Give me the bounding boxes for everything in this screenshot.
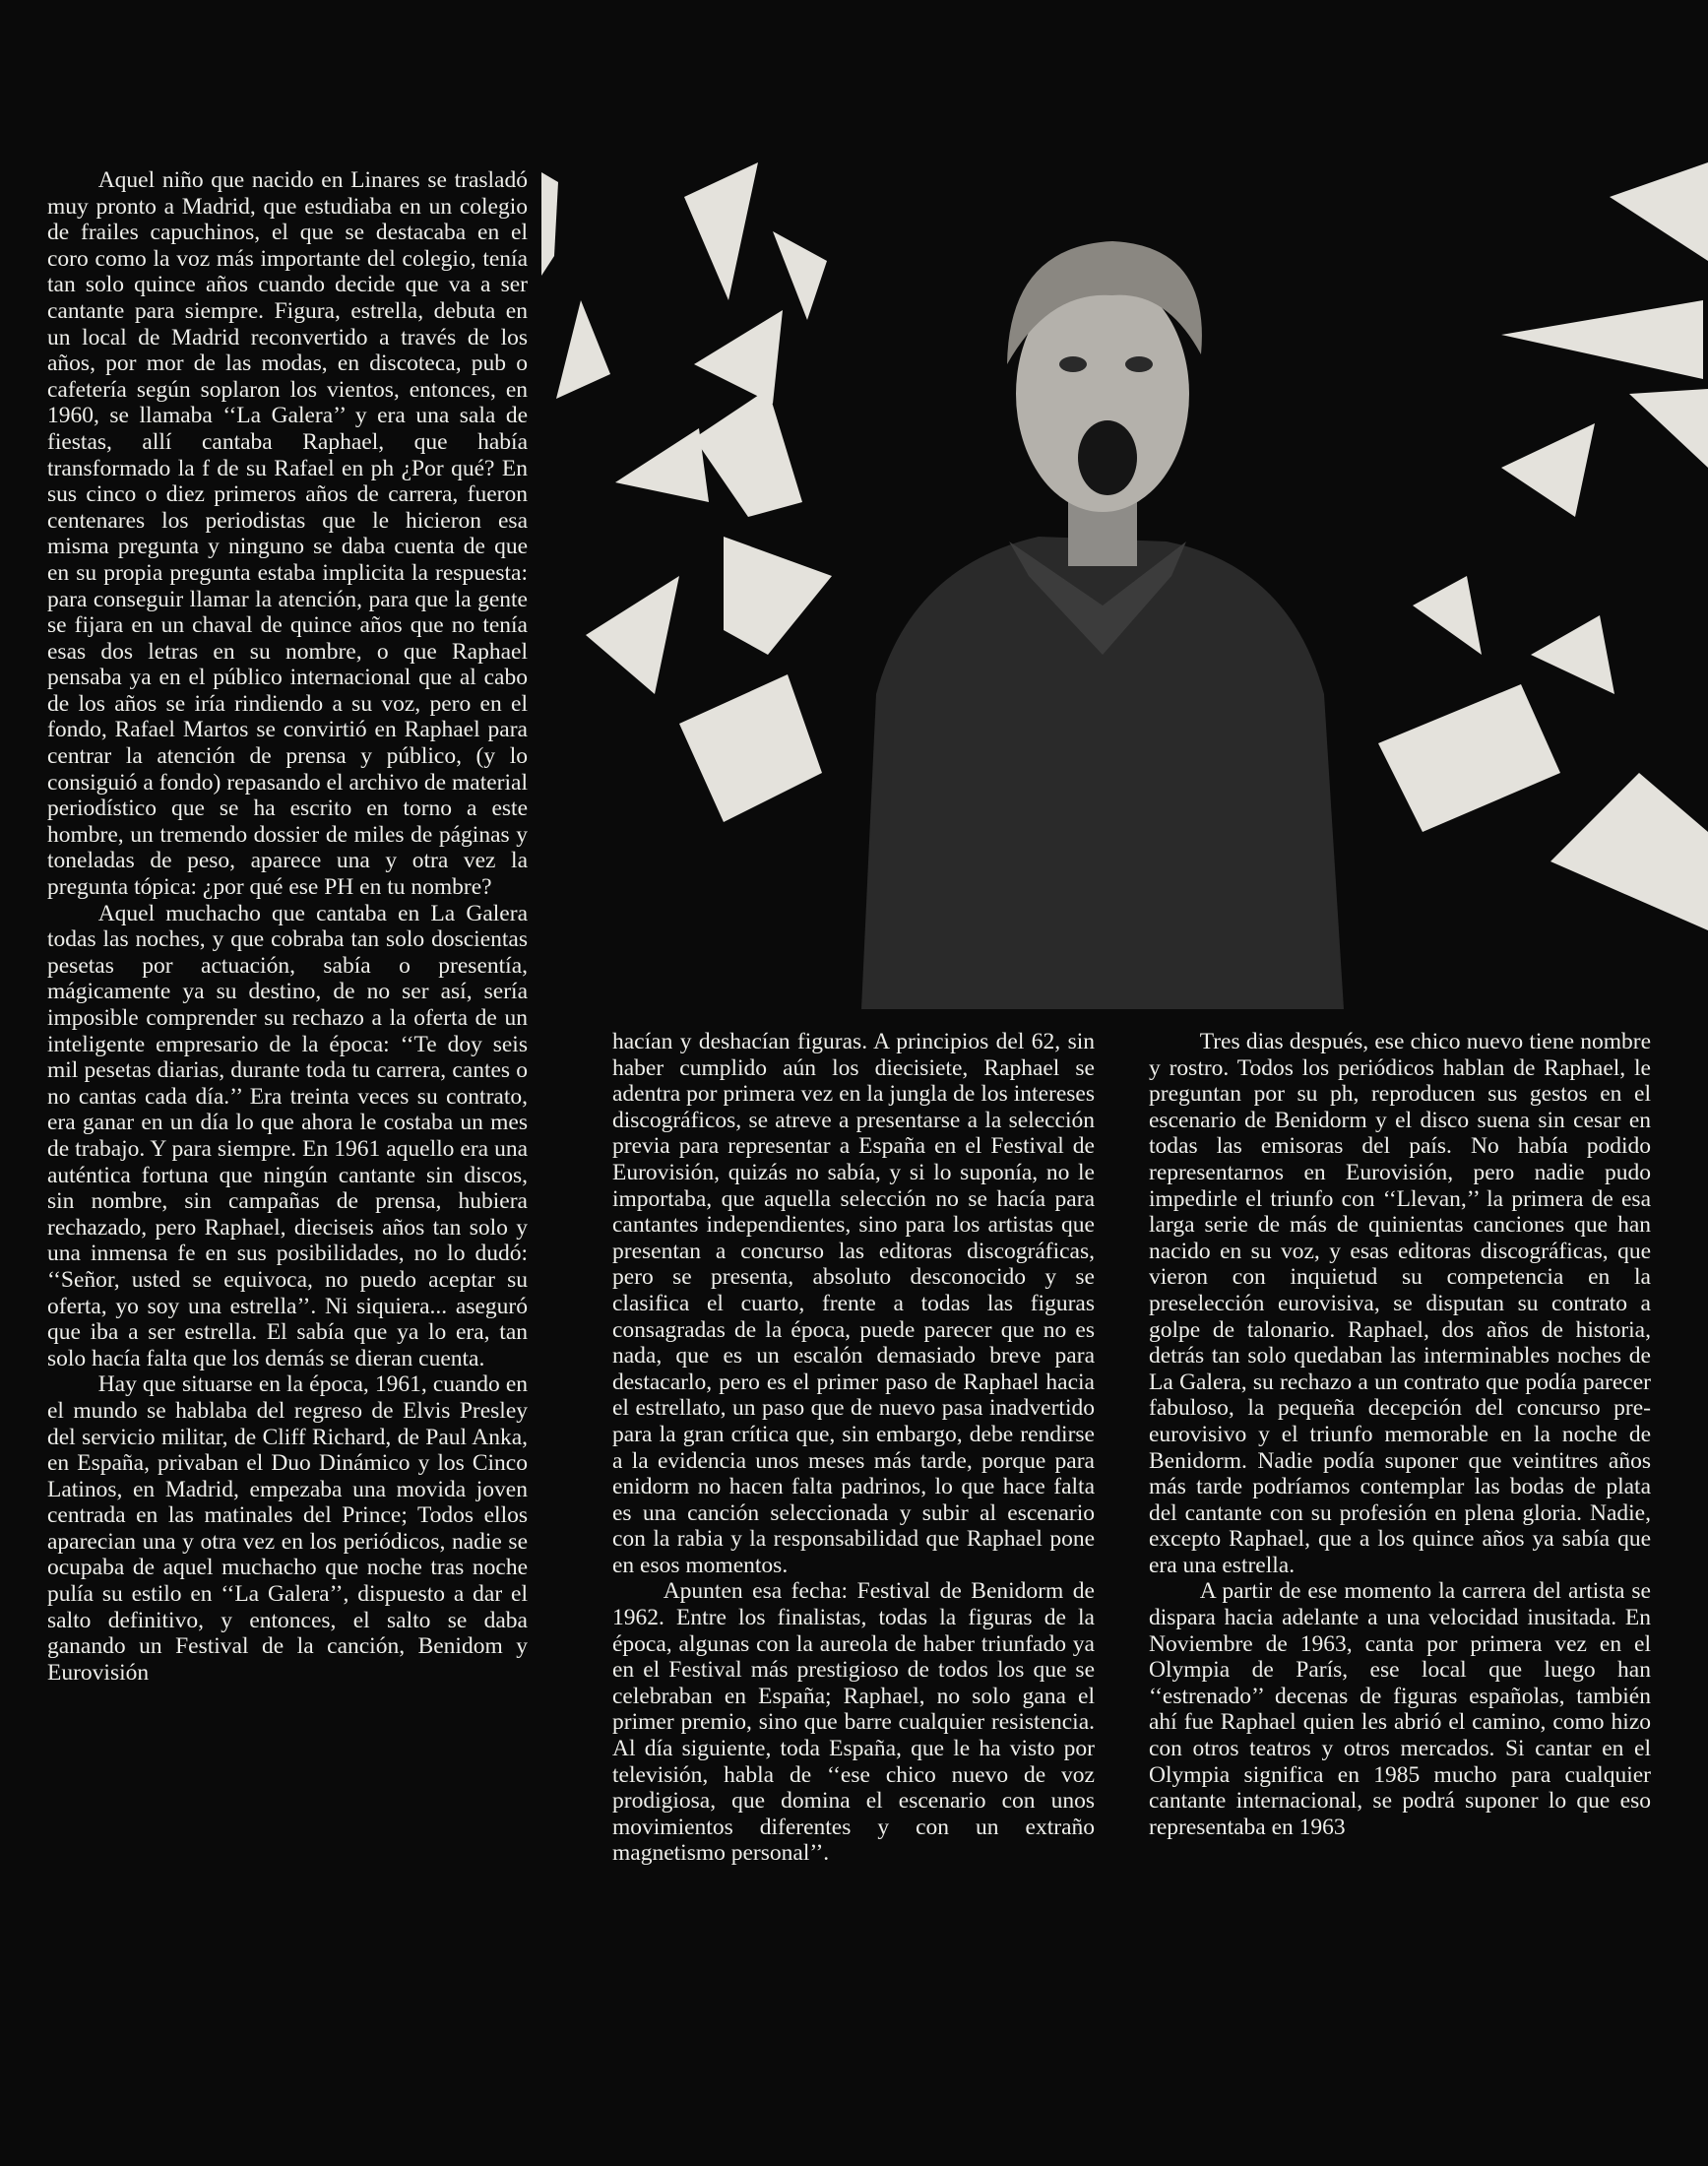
singer-photo-graphic [537, 143, 1708, 1009]
paragraph-2: Aquel muchacho que cantaba en La Galera todas las noches, y que cobraba tan solo doscientas pesetas por actuación, sabía o presentía, mágicamente ya su destino, de no ser así, sería imposible comprender su rechazo a la oferta de un inteligente empresario de la época: ‘‘Te doy seis mil pesetas diarias, durante toda tu carrera, cantes o no cantas cada día.’’ Era treinta veces su contrato, era ganar en un día lo que ahora le costaba un mes de trabajo. Y para siempre. En 1961 aquello era una auténtica fortuna que ningún cantante sin discos, sin nombre, sin campañas de prensa, hubiera rechazado, pero Raphael, dieciseis años tan solo y una inmensa fe en sus posibilidades, no lo dudó: ‘‘Señor, usted se equivoca, no puedo aceptar su oferta, yo soy una estrella’’. Ni siquiera... aseguró que iba a ser estrella. El sabía que ya lo era, tan solo hacía falta que los demás se dieran cuenta. [47, 900, 528, 1371]
paragraph-4: hacían y deshacían figuras. A principios del 62, sin haber cumplido aún los diecisiete, Raphael se adentra por primera vez en la jungla de los intereses discográficos, se atreve a presentarse a la selección previa para representar a España en el Festival de Eurovisión, quizás no sabía, y si lo suponía, no le importaba, que aquella selección no se hacía para cantantes independientes, sino para los artistas que presentan a concurso las editoras discográficas, pero se presenta, absoluto desconocido y se clasifica el cuarto, frente a todas las figuras consagradas de la época, puede parecer que no es nada, que es un escalón demasiado breve para destacarlo, pero es el primer paso de Raphael hacia el estrellato, un paso que de nuevo pasa inadvertido para la gran crítica que, sin embargo, debe rendirse a la evidencia unos meses más tarde, porque para enidorm no hacen falta padrinos, lo que hace falta es una canción seleccionada y subir al escenario con la rabia y la responsabilidad que Raphael pone en esos momentos. [612, 1029, 1095, 1578]
paragraph-5: Apunten esa fecha: Festival de Benidorm de 1962. Entre los finalistas, todas la figuras de la época, algunas con la aureola de haber triunfado ya en el Festival más prestigioso de todos los que se celebraban en España; Raphael, no solo gana el primer premio, sino que barre cualquier resistencia. Al día siguiente, toda España, que le ha visto por televisión, habla de ‘‘ese chico nuevo de voz prodigiosa, que domina el escenario con unos movimientos diferentes y con un extraño magnetismo personal’’. [612, 1578, 1095, 1867]
paragraph-7: A partir de ese momento la carrera del artista se dispara hacia adelante a una velocidad inusitada. En Noviembre de 1963, canta por primera vez en el Olympia de París, ese local que luego han ‘‘estrenado’’ decenas de figuras españolas, también ahí fue Raphael quien les abrió el camino, como hizo con otros teatros y otros mercados. Si cantar en el Olympia significa en 1985 mucho para cualquier cantante internacional, se podrá suponer lo que eso representaba en 1963 [1149, 1578, 1651, 1840]
paragraph-1: Aquel niño que nacido en Linares se trasladó muy pronto a Madrid, que estudiaba en un colegio de frailes capuchinos, el que se destacaba en el coro como la voz más importante del colegio, tenía tan solo quince años cuando decide que va a ser cantante para siempre. Figura, estrella, debuta en un local de Madrid reconvertido a través de los años, por mor de las modas, en discoteca, pub o cafetería según soplaron los vientos, entonces, en 1960, se llamaba ‘‘La Galera’’ y era una sala de fiestas, allí cantaba Raphael, que había transformado la f de su Rafael en ph ¿Por qué? En sus cinco o diez primeros años de carrera, fueron centenares los periodistas que le hicieron esa misma pregunta y ninguno se daba cuenta de que en su propia pregunta estaba implicita la respuesta: para conseguir llamar la atención, para que la gente se fijara en un chaval de quince años que no tenía esas dos letras en su nombre, o que Raphael pensaba ya en el público internacional que al cabo de los años se iría rindiendo a su voz, pero en el fondo, Rafael Martos se convirtió en Raphael para centrar la atención de prensa y público, (y lo consiguió a fondo) repasando el archivo de material periodístico que se ha escrito en torno a este hombre, un tremendo dossier de miles de páginas y toneladas de peso, aparece una y otra vez la pregunta tópica: ¿por qué ese PH en tu nombre? [47, 167, 528, 901]
article-column-middle [612, 1029, 1095, 1867]
singer-eye-left [1059, 356, 1087, 372]
article-column-left [47, 167, 528, 1686]
paragraph-6: Tres dias después, ese chico nuevo tiene nombre y rostro. Todos los periódicos hablan de Raphael, le preguntan por su ph, reproducen sus gestos en el escenario de Benidorm y el disco suena sin cesar en todas las emisoras del país. No había podido representarnos en Eurovisión, pero nadie pudo impedirle el triunfo con ‘‘Llevan,’’ la primera de esa larga serie de más de quinientas canciones que han nacido en su voz, y esas editoras discográficas, que vieron con inquietud su competencia en la preselección eurovisiva, se disputan su contrato a golpe de talonario. Raphael, dos años de historia, detrás tan solo quedaban las interminables noches de La Galera, su rechazo a un contrato que podía parecer fabuloso, la pequeña decepción del concurso pre-eurovisivo y el triunfo memorable en la noche de Benidorm. Nadie podía suponer que veintitres años más tarde podríamos contemplar las bodas de plata del cantante con su profesión en plena gloria. Nadie, excepto Raphael, que a los quince años ya sabía que era una estrella. [1149, 1029, 1651, 1578]
performer-photo [537, 143, 1708, 1009]
article-column-right [1149, 1029, 1651, 1840]
singer-mouth-open [1078, 420, 1137, 495]
singer-eye-right [1125, 356, 1153, 372]
paragraph-3: Hay que situarse en la época, 1961, cuando en el mundo se hablaba del regreso de Elvis Presley del servicio militar, de Cliff Richard, de Paul Anka, en España, privaban el Duo Dinámico y los Cinco Latinos, en Madrid, empezaba una movida joven centrada en las matinales del Prince; Todos ellos aparecian una y otra vez en los periódicos, nadie se ocupaba de aquel muchacho que noche tras noche pulía su estilo en ‘‘La Galera’’, dispuesto a dar el salto definitivo, y entonces, el salto se daba ganando un Festival de la canción, Benidom y Eurovisión [47, 1371, 528, 1686]
